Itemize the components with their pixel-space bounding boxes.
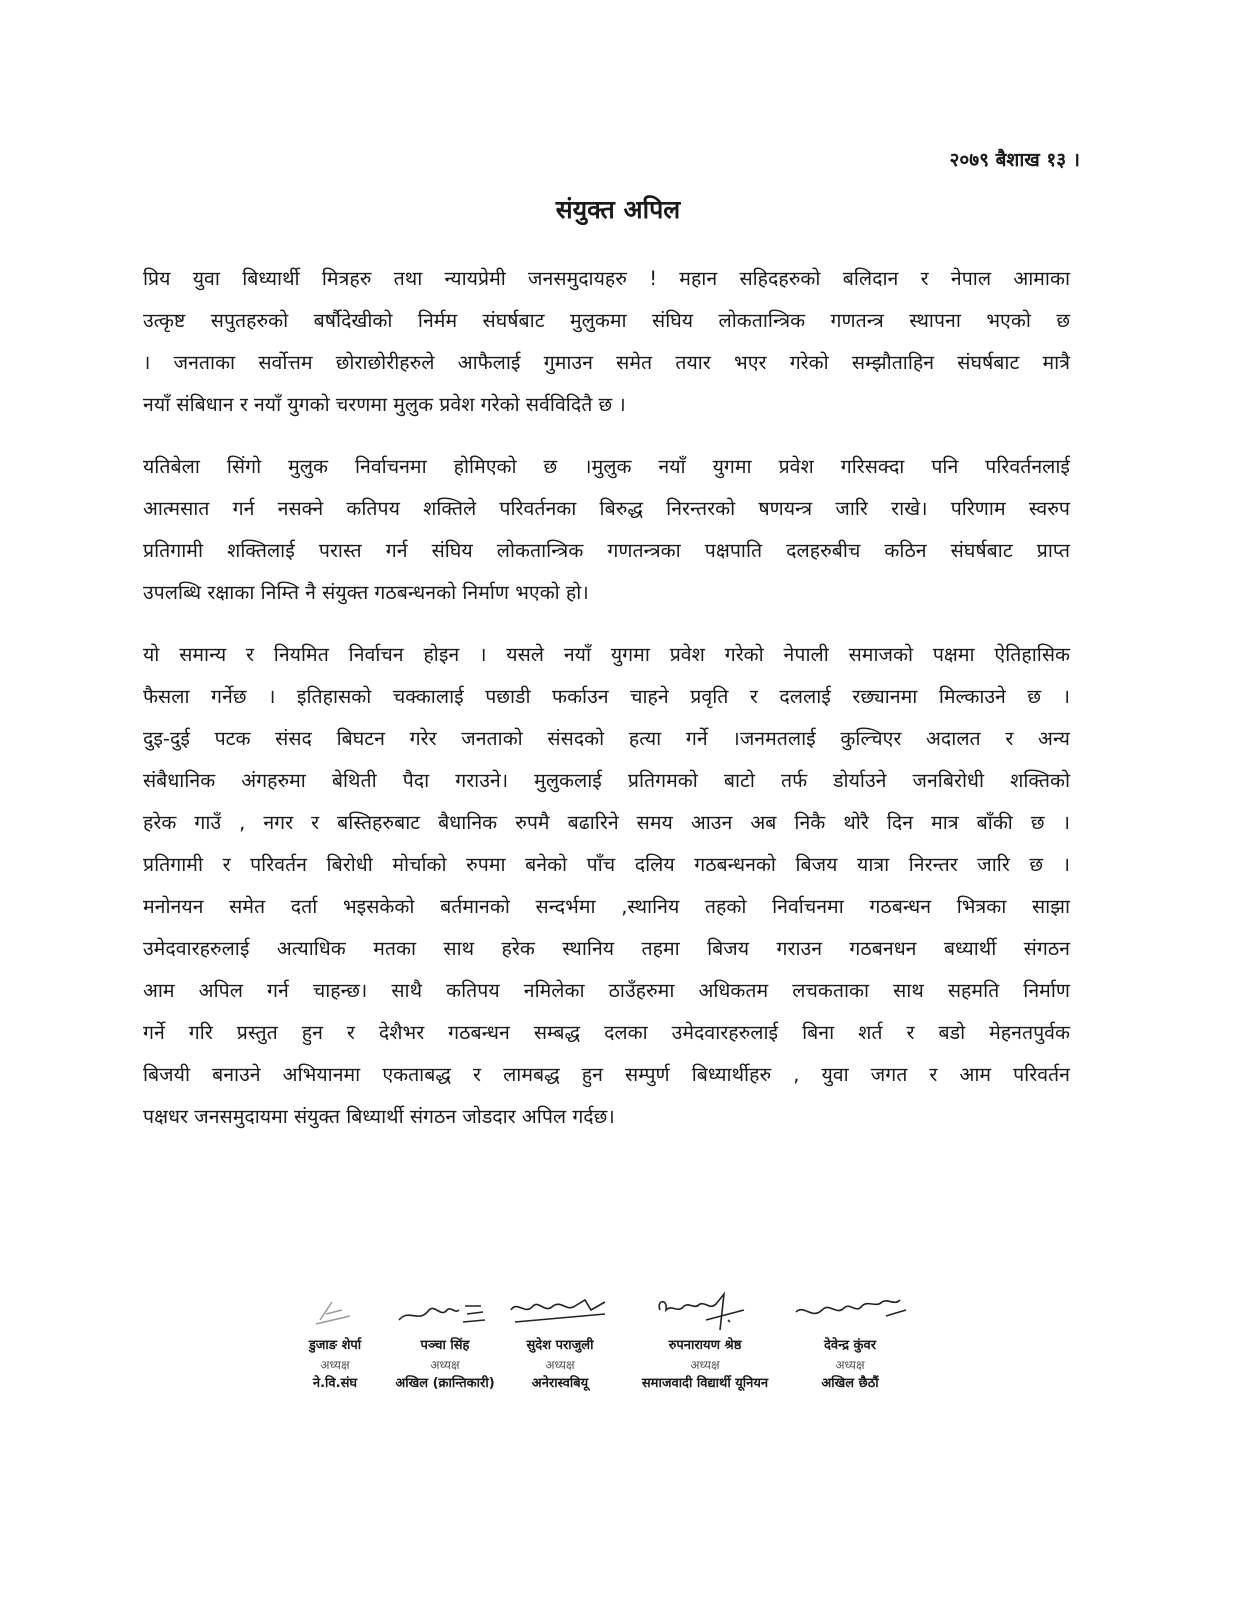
signatory-role: अध्यक्ष [430,1358,460,1372]
signatory-role: अध्यक्ष [320,1358,350,1372]
text-line: यतिबेला सिंगो मुलुक निर्वाचनमा होमिएको छ ।मुलुक नयाँ युगमा प्रवेश गरिसक्दा पनि परिवर्तनलाई [143,455,1070,478]
paragraph-1 [143,258,1070,426]
text-line: प्रिय युवा बिध्यार्थी मित्रहरु तथा न्यायप्रेमी जनसमुदायहरु ! महान सहिदहरुको बलिदान र नेपाल आमाका [143,267,1070,290]
text-line: गर्ने गरि प्रस्तुत हुन र देशैभर गठबन्धन सम्बद्ध दलका उमेदवारहरुलाई बिना शर्त र बडो मेहनतपुर्वक [143,1021,1070,1044]
paragraph-2 [143,446,1070,614]
text-line: प्रतिगामी र परिवर्तन बिरोधी मोर्चाको रुपमा बनेको पाँच दलिय गठबन्धनको बिजय यात्रा निरन्तर जारि छ । [143,853,1070,876]
signatory-role: अध्यक्ष [545,1358,575,1372]
signatory-name: रुपनारायण श्रेष्ठ [668,1338,742,1353]
text-line: । जनताका सर्वोत्तम छोराछोरीहरुले आफैलाई गुमाउन समेत तयार भएर गरेको सम्झौताहिन संघर्षबाट मात्रै [143,351,1070,374]
signature-icon [790,1280,910,1336]
text-line: नयाँ संबिधान र नयाँ युगको चरणमा मुलुक प्रवेश गरेको सर्वविदितै छ । [143,393,626,416]
text-line: उपलब्धि रक्षाका निम्ति नै संयुक्त गठबन्धनको निर्माण भएको हो। [143,581,589,604]
text-line: उत्कृष्ट सपुतहरुको बर्षौदेखीको निर्मम संघर्षबाट मुलुकमा संघिय लोकतान्त्रिक गणतन्त्र स्थापना भएको छ [143,309,1070,332]
text-line: प्रतिगामी शक्तिलाई परास्त गर्न संघिय लोकतान्त्रिक गणतन्त्रका पक्षपाति दलहरुबीच कठिन संघर्षबाट प्राप्त [143,539,1070,562]
signatory-name: पञ्चा सिंह [420,1338,470,1353]
text-line: उमेदवारहरुलाई अत्याधिक मतका साथ हरेक स्थानिय तहमा बिजय गराउन गठबनधन बध्यार्थी संगठन [143,937,1070,960]
signature-icon [385,1280,505,1336]
signature-icon [290,1280,380,1336]
signatory-name: सुदेश पराजुली [526,1338,594,1353]
signatory-org: अखिल (क्रान्तिकारी) [395,1376,495,1391]
signatory-org: अनेरास्वबियू [531,1376,589,1391]
document-body [143,258,1070,1158]
signatory-5 [790,1280,910,1394]
signatory-name: देवेन्द्र कुंवर [823,1338,877,1353]
document-date: २०७९ बैशाख १३ । [949,149,1080,171]
text-line: संबैधानिक अंगहरुमा बेथिती पैदा गराउने। मुलुकलाई प्रतिगमको बाटो तर्फ डोर्याउने जनबिरोधी शक्तिको [143,769,1070,792]
signatory-role: अध्यक्ष [690,1358,720,1372]
text-line: दुइ-दुई पटक संसद बिघटन गरेर जनताको संसदको हत्या गर्ने ।जनमतलाई कुल्चिएर अदालत र अन्य [143,727,1070,750]
paragraph-3 [143,634,1070,1138]
text-line: मनोनयन समेत दर्ता भइसकेको बर्तमानको सन्दर्भमा ,स्थानिय तहको निर्वाचनमा गठबन्धन भित्रका साझा [143,895,1070,918]
signatory-3 [505,1280,615,1394]
signatory-4 [620,1280,790,1394]
signatory-org: समाजवादी विद्यार्थी यूनियन [641,1376,769,1391]
signature-icon [505,1280,615,1336]
text-line: आत्मसात गर्न नसक्ने कतिपय शक्तिले परिवर्तनका बिरुद्ध निरन्तरको षणयन्त्र जारि राखे। परिणाम स्वरुप [143,497,1070,520]
text-line: फैसला गर्नेछ । इतिहासको चक्कालाई पछाडी फर्काउन चाहने प्रवृति र दललाई रछ्यानमा मिल्काउने छ । [143,685,1070,708]
signatory-1 [290,1280,380,1394]
signatory-org: अखिल छैठौं [821,1376,879,1391]
signatory-role: अध्यक्ष [835,1358,865,1372]
document-title: संयुक्त अपिल [555,195,681,224]
text-line: बिजयी बनाउने अभियानमा एकताबद्ध र लामबद्ध हुन सम्पुर्ण बिध्यार्थीहरु , युवा जगत र आम परिवर्तन [143,1063,1070,1086]
text-line: पक्षधर जनसमुदायमा संयुक्त बिध्यार्थी संगठन जोडदार अपिल गर्दछ। [143,1105,615,1128]
signatory-org: ने.वि.संघ [312,1376,358,1391]
text-line: आम अपिल गर्न चाहन्छ। साथै कतिपय नमिलेका ठाउँहरुमा अधिकतम लचकताका साथ सहमति निर्माण [143,979,1070,1002]
signatory-name: डुजाङ शेर्पा [308,1338,362,1353]
text-line: यो समान्य र नियमित निर्वाचन होइन । यसले नयाँ युगमा प्रवेश गरेको नेपाली समाजको पक्षमा ऐतिहासिक [143,643,1070,666]
text-line: हरेक गाउँ , नगर र बस्तिहरुबाट बैधानिक रुपमै बढारिने समय आउन अब निकै थोरै दिन मात्र बाँकी छ । [143,811,1070,834]
signatory-2 [385,1280,505,1394]
signature-block [290,1280,910,1410]
signature-icon [620,1280,790,1336]
